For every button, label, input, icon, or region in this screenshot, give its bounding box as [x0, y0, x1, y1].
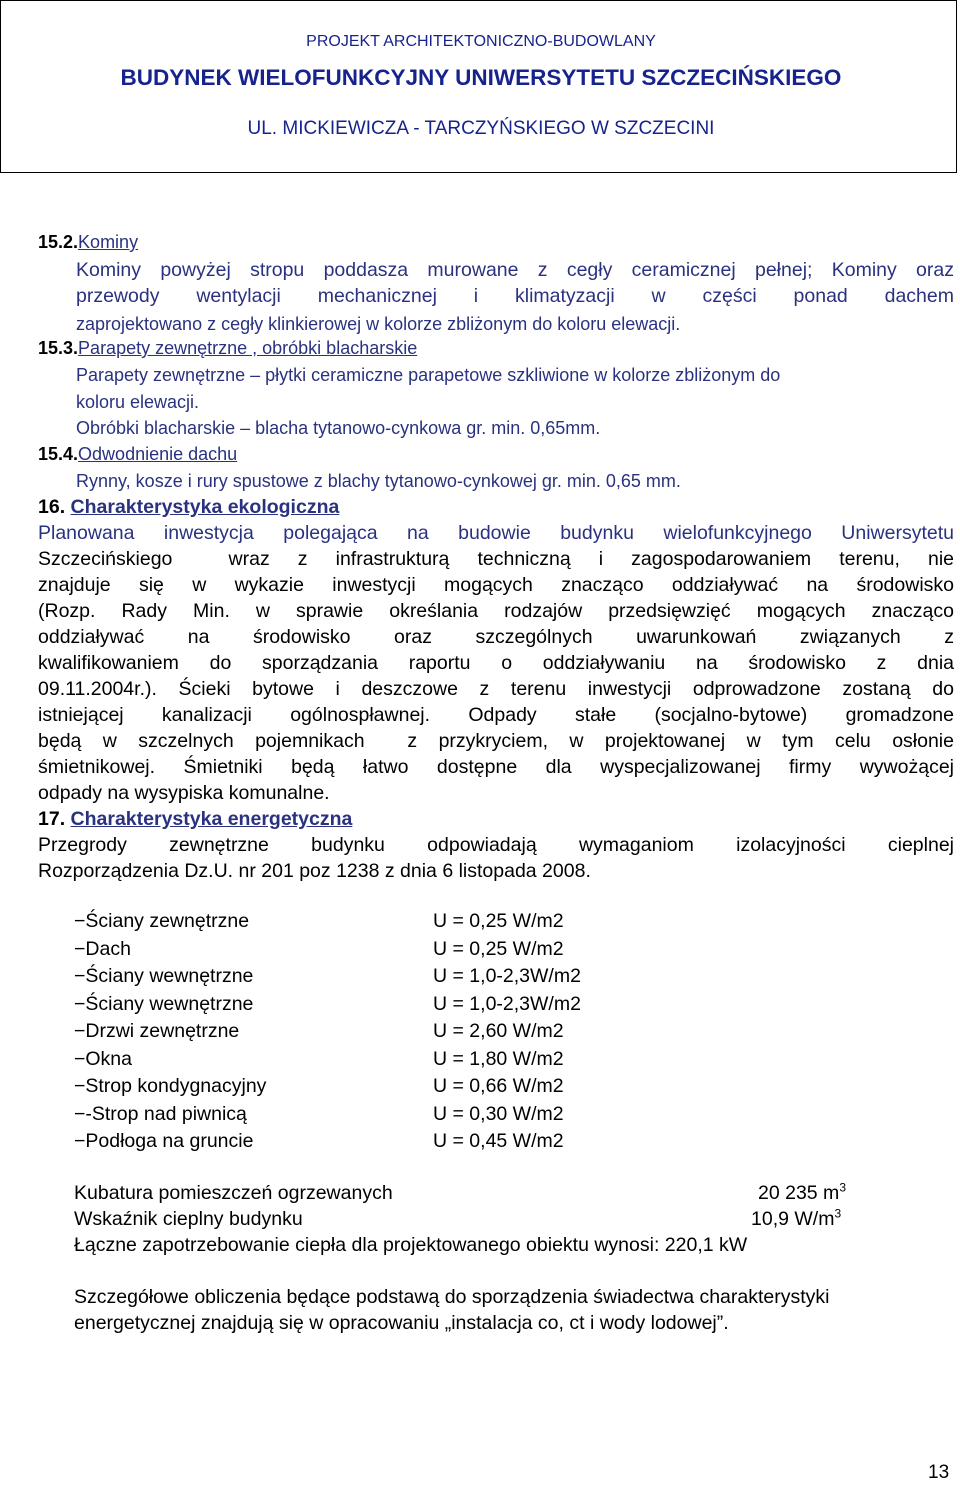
- u-value: U = 0,25 W/m2: [433, 910, 564, 932]
- paragraph-line: kwalifikowaniem do sporządzania raportu o oddziaływaniu na środowisko z dnia: [38, 652, 954, 674]
- paragraph-line: Rozporządzenia Dz.U. nr 201 poz 1238 z dnia 6 listopada 2008.: [38, 860, 591, 882]
- wskaznik-number: 10,9 W/m: [751, 1208, 835, 1230]
- section-title: Odwodnienie dachu: [78, 444, 238, 464]
- wskaznik-label: Wskaźnik cieplny budynku: [74, 1208, 303, 1230]
- u-value-name: −Podłoga na gruncie: [74, 1130, 254, 1152]
- paragraph-line: zaprojektowano z cegły klinkierowej w kolorze zbliżonym do koloru elewacji.: [76, 314, 681, 334]
- u-value-row: [74, 1075, 564, 1098]
- paragraph-line: Planowana inwestycja polegająca na budowie budynku wielofunkcyjnego Uniwersytetu: [38, 522, 954, 544]
- paragraph-line: istniejącej kanalizacji ogólnospławnej. Odpady stałe (socjalno-bytowe) gromadzone: [38, 704, 954, 726]
- u-value-name: −Ściany zewnętrzne: [74, 910, 250, 932]
- u-value-row: [74, 1020, 564, 1043]
- paragraph-line: przewody wentylacji mechanicznej i klimatyzacji w części ponad dachem: [76, 285, 954, 307]
- section-number: 15.4.: [38, 444, 79, 464]
- closing-line: energetycznej znajdują się w opracowaniu „instalacja co, ct i wody lodowej”.: [74, 1312, 729, 1334]
- section-number: 15.2.: [38, 232, 79, 252]
- u-value-name: −Ściany wewnętrzne: [74, 965, 254, 987]
- u-value: U = 2,60 W/m2: [433, 1020, 564, 1042]
- paragraph-line: Kominy powyżej stropu poddasza murowane z cegły ceramicznej pełnej; Kominy oraz: [76, 259, 954, 281]
- section-number: 15.3.: [38, 338, 79, 358]
- u-value: U = 1,0-2,3W/m2: [433, 993, 581, 1015]
- section-number: 16.: [38, 496, 66, 518]
- u-value-name: −Ściany wewnętrzne: [74, 993, 254, 1015]
- paragraph-line: (Rozp. Rady Min. w sprawie określania rodzajów przedsięwzięć mogących znacząco: [38, 600, 954, 622]
- u-value: U = 1,0-2,3W/m2: [433, 965, 581, 987]
- paragraph-line: Szczecińskiego wraz z infrastrukturą techniczną i zagospodarowaniem terenu, nie: [38, 548, 954, 570]
- section-number: 17.: [38, 808, 66, 830]
- u-value-row: [74, 1048, 564, 1071]
- closing-line: Szczegółowe obliczenia będące podstawą do sporządzenia świadectwa charakterystyki: [74, 1286, 830, 1308]
- document-header: [0, 0, 957, 173]
- section-15-2-heading: [38, 229, 138, 255]
- section-17-heading: [38, 806, 352, 832]
- paragraph-line: śmietnikowej. Śmietniki będą łatwo dostępne dla wyspecjalizowanej firmy wywożącej: [38, 756, 954, 778]
- page-number: 13: [928, 1462, 950, 1483]
- u-value-row: [74, 1103, 564, 1126]
- zapotrzebowanie-text: Łączne zapotrzebowanie ciepła dla projektowanego obiektu wynosi: 220,1 kW: [74, 1234, 748, 1256]
- section-15-4-heading: [38, 441, 237, 467]
- paragraph-line: oddziaływać na środowisko oraz szczególnych uwarunkowań związanych z: [38, 626, 954, 648]
- section-title: Kominy: [78, 232, 139, 252]
- u-value-row: [74, 938, 564, 961]
- u-value: U = 0,45 W/m2: [433, 1130, 564, 1152]
- paragraph-line: Przegrody zewnętrzne budynku odpowiadają wymaganiom izolacyjności cieplnej: [38, 834, 954, 856]
- kubatura-value: [758, 1182, 846, 1205]
- u-value: U = 0,25 W/m2: [433, 938, 564, 960]
- u-value-row: [74, 965, 581, 988]
- paragraph-line: Parapety zewnętrzne – płytki ceramiczne parapetowe szkliwione w kolorze zbliżonym do: [76, 365, 781, 385]
- kubatura-row: [74, 1180, 846, 1205]
- u-value: U = 0,66 W/m2: [433, 1075, 564, 1097]
- paragraph-line: 09.11.2004r.). Ścieki bytowe i deszczowe z terenu inwestycji odprowadzone zostaną do: [38, 678, 954, 700]
- u-value-row: [74, 910, 564, 933]
- u-value-name: −Drzwi zewnętrzne: [74, 1020, 240, 1042]
- section-title: Charakterystyka ekologiczna: [70, 496, 340, 518]
- u-value-row: [74, 993, 581, 1016]
- kubatura-number: 20 235 m: [758, 1182, 840, 1204]
- paragraph-line: Rynny, kosze i rury spustowe z blachy tytanowo-cynkowej gr. min. 0,65 mm.: [76, 471, 681, 491]
- section-title: Charakterystyka energetyczna: [70, 808, 353, 830]
- u-value: U = 1,80 W/m2: [433, 1048, 564, 1070]
- section-title: Parapety zewnętrzne , obróbki blacharskie: [78, 338, 418, 358]
- header-address: UL. MICKIEWICZA - TARCZYŃSKIEGO W SZCZECINI: [247, 118, 715, 139]
- paragraph-line: koloru elewacji.: [76, 392, 200, 412]
- header-subtitle: PROJEKT ARCHITEKTONICZNO-BUDOWLANY: [306, 33, 656, 50]
- u-value-name: −Okna: [74, 1048, 132, 1070]
- header-title: BUDYNEK WIELOFUNKCYJNY UNIWERSYTETU SZCZECIŃSKIEGO: [120, 65, 842, 90]
- kubatura-label: Kubatura pomieszczeń ogrzewanych: [74, 1182, 393, 1204]
- u-value-name: −Dach: [74, 938, 131, 960]
- wskaznik-value: [751, 1208, 841, 1231]
- wskaznik-row: [74, 1206, 842, 1231]
- superscript: 3: [839, 1180, 846, 1195]
- u-value: U = 0,30 W/m2: [433, 1103, 564, 1125]
- section-16-heading: [38, 494, 339, 520]
- u-value-row: [74, 1130, 564, 1153]
- u-value-name: −-Strop nad piwnicą: [74, 1103, 247, 1125]
- section-15-3-heading: [38, 335, 417, 361]
- paragraph-line: będą w szczelnych pojemnikach z przykryciem, w projektowanej w tym celu osłonie: [38, 730, 954, 752]
- u-value-name: −Strop kondygnacyjny: [74, 1075, 267, 1097]
- paragraph-line: Obróbki blacharskie – blacha tytanowo-cynkowa gr. min. 0,65mm.: [76, 418, 601, 438]
- superscript: 3: [834, 1206, 842, 1221]
- paragraph-line: odpady na wysypiska komunalne.: [38, 782, 330, 804]
- paragraph-line: znajduje się w wykazie inwestycji mogących znacząco oddziaływać na środowisko: [38, 574, 954, 596]
